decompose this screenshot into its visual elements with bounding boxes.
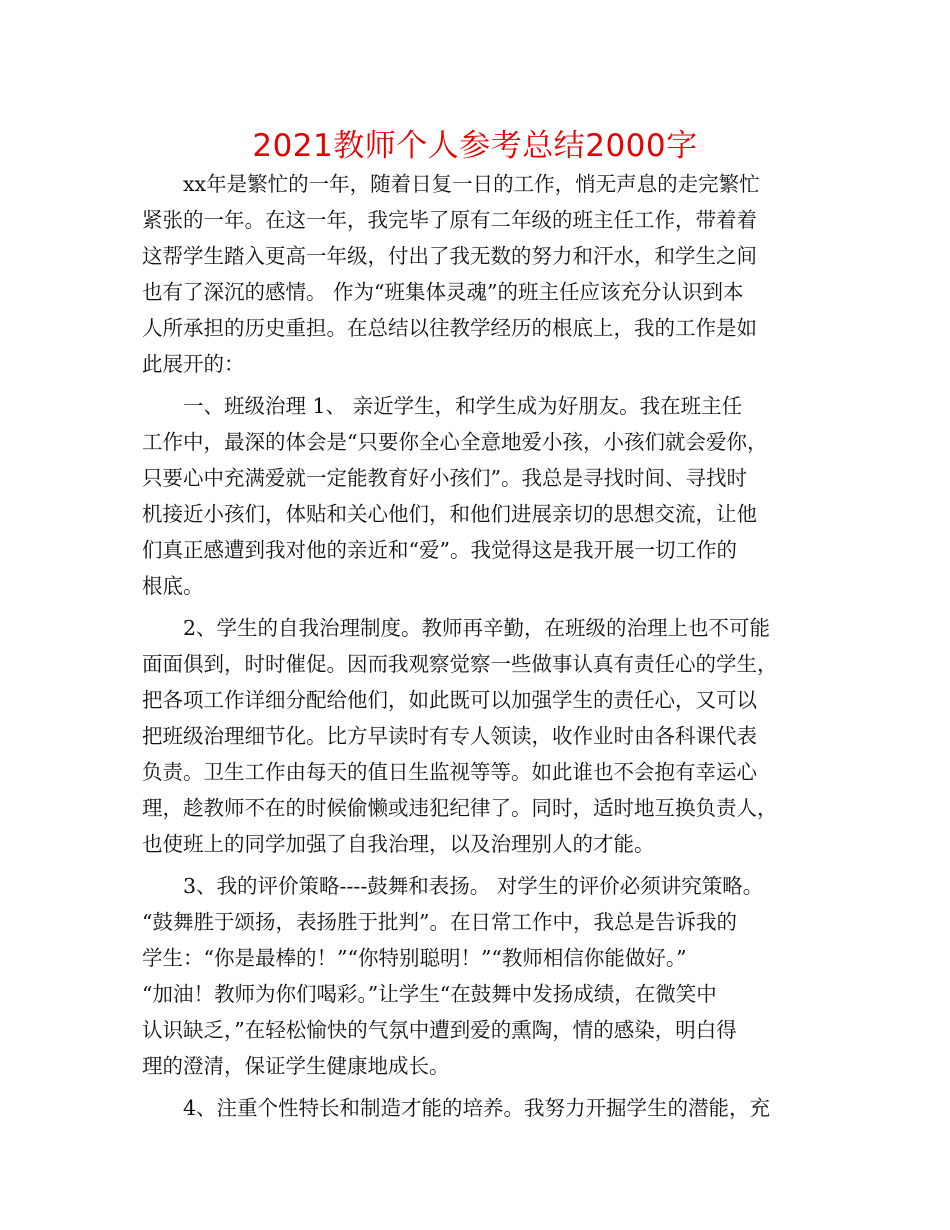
document-title: 2021教师个人参考总结2000字 bbox=[252, 128, 698, 164]
text-line: 2、学生的自我治理制度。教师再辛勤，在班级的治理上也不可能 bbox=[183, 616, 771, 640]
text-line: 工作中，最深的体会是“只要你全心全意地爱小孩，小孩们就会爱你， bbox=[142, 430, 768, 454]
document-body bbox=[142, 166, 812, 1126]
text-line: 紧张的一年。在这一年，我完毕了原有二年级的班主任工作，带着着 bbox=[142, 208, 757, 232]
text-line: 理，趁教师不在的时候偷懒或违犯纪律了。同时，适时地互换负责人， bbox=[142, 796, 778, 820]
text-line: 学生：“你是最棒的！”“你特别聪明！”“教师相信你能做好。” bbox=[142, 946, 687, 970]
text-line: 机接近小孩们，体贴和关心他们，和他们进展亲切的思想交流，让他 bbox=[142, 502, 757, 526]
text-line: 认识缺乏，”在轻松愉快的气氛中遭到爱的熏陶，情的感染，明白得 bbox=[142, 1018, 737, 1042]
text-line: 理的澄清，保证学生健康地成长。 bbox=[142, 1054, 450, 1078]
text-line: 一、班级治理 1、 亲近学生，和学生成为好朋友。我在班主任 bbox=[183, 394, 743, 418]
text-line: 把班级治理细节化。比方早读时有专人领读，收作业时由各科课代表 bbox=[142, 724, 757, 748]
text-line: 这帮学生踏入更高一年级，付出了我无数的努力和汗水，和学生之间 bbox=[142, 244, 757, 268]
text-line: 根底。 bbox=[142, 574, 204, 598]
text-line: 把各项工作详细分配给他们，如此既可以加强学生的责任心，又可以 bbox=[142, 688, 757, 712]
text-line: 也有了深沉的感情。 作为“班集体灵魂”的班主任应该充分认识到本 bbox=[142, 280, 744, 304]
text-line: 只要心中充满爱就一定能教育好小孩们”。我总是寻找时间、寻找时 bbox=[142, 466, 747, 490]
text-line: 4、注重个性特长和制造才能的培养。我努力开掘学生的潜能，充 bbox=[183, 1096, 771, 1120]
text-line: 们真正感遭到我对他的亲近和“爱”。我觉得这是我开展一切工作的 bbox=[142, 538, 737, 562]
text-line: “鼓舞胜于颂扬，表扬胜于批判”。在日常工作中，我总是告诉我的 bbox=[142, 910, 737, 934]
text-line: 人所承担的历史重担。在总结以往教学经历的根底上，我的工作是如 bbox=[142, 316, 757, 340]
text-line: 也使班上的同学加强了自我治理，以及治理别人的才能。 bbox=[142, 832, 655, 856]
text-line: 负责。卫生工作由每天的值日生监视等等。如此谁也不会抱有幸运心 bbox=[142, 760, 757, 784]
text-line: 面面俱到，时时催促。因而我观察觉察一些做事认真有责任心的学生， bbox=[142, 652, 778, 676]
text-line: 此展开的： bbox=[142, 352, 245, 376]
text-line: 3、我的评价策略----鼓舞和表扬。 对学生的评价必须讲究策略。 bbox=[183, 874, 764, 898]
text-line: xx年是繁忙的一年，随着日复一日的工作，悄无声息的走完繁忙 bbox=[183, 172, 760, 196]
text-line: “加油！教师为你们喝彩。”让学生“在鼓舞中发扬成绩，在微笑中 bbox=[142, 982, 717, 1006]
